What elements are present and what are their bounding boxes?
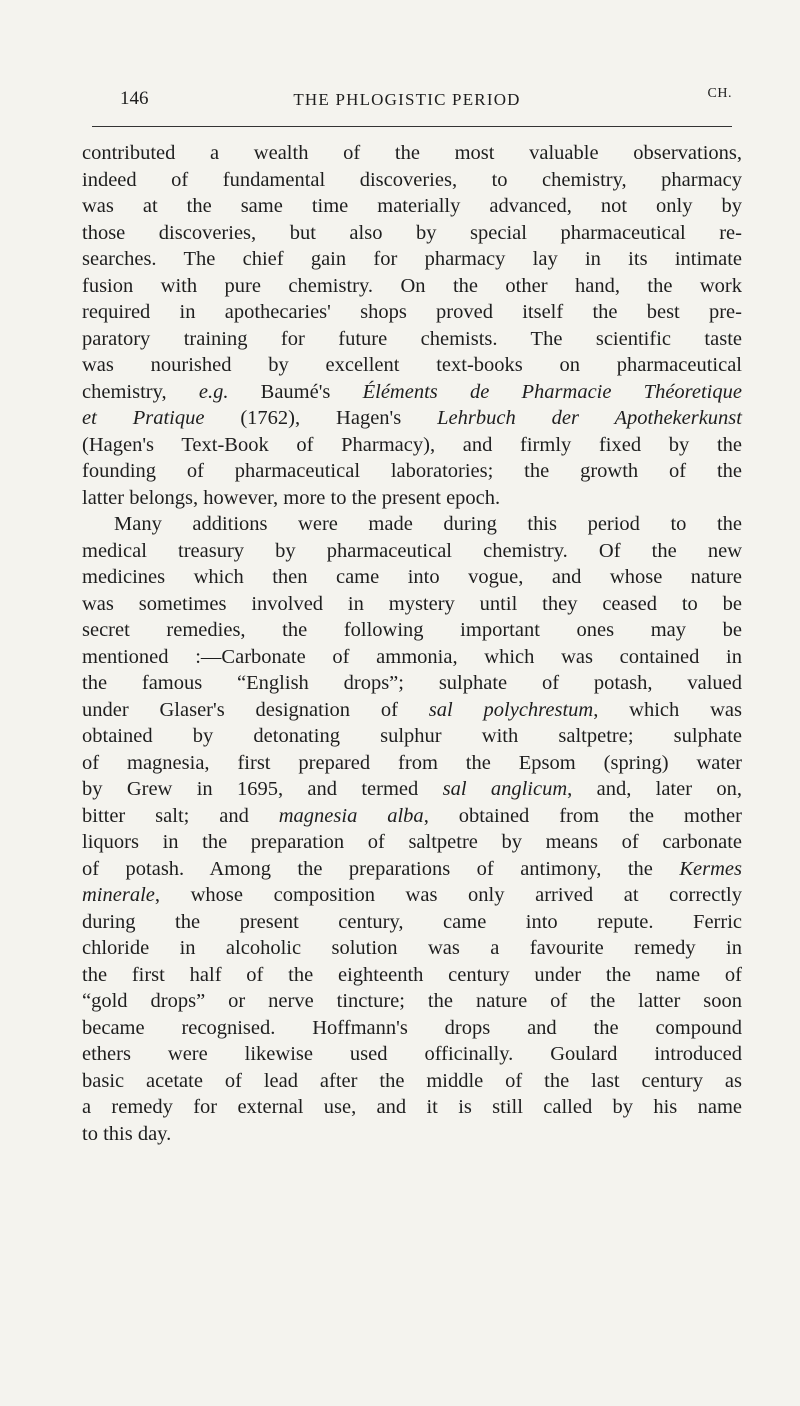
text-line: basic acetate of lead after the middle of the last century as — [82, 1069, 742, 1092]
text-line: of potash. Among the preparations of antimony, the Kermes — [82, 857, 742, 880]
text-line: paratory training for future chemists. The scientific taste — [82, 327, 742, 350]
text-line: bitter salt; and magnesia alba, obtained from the mother — [82, 804, 742, 827]
text-line: during the present century, came into repute. Ferric — [82, 910, 742, 933]
text-line: obtained by detonating sulphur with saltpetre; sulphate — [82, 725, 742, 747]
text-line: medical treasury by pharmaceutical chemistry. Of the new — [82, 539, 742, 562]
chapter-abbrev: CH. — [707, 86, 732, 101]
text-line: a remedy for external use, and it is still called by his name — [82, 1096, 742, 1118]
text-line: searches. The chief gain for pharmacy lay in its intimate — [82, 248, 742, 270]
running-head — [82, 78, 732, 118]
text-line: “gold drops” or nerve tincture; the nature of the latter soon — [82, 990, 742, 1012]
text-line: by Grew in 1695, and termed sal anglicum, and, later on, — [82, 778, 743, 800]
text-line: under Glaser's designation of sal polychrestum, which was — [82, 698, 742, 721]
text-line: was at the same time materially advanced, not only by — [82, 195, 742, 217]
text-line: ethers were likewise used officinally. Goulard introduced — [82, 1043, 742, 1065]
text-line: those discoveries, but also by special pharmaceutical re- — [82, 221, 742, 244]
text-line: contributed a wealth of the most valuable observations, — [82, 142, 742, 164]
text-line: was sometimes involved in mystery until they ceased to be — [82, 592, 742, 615]
header-rule — [92, 126, 732, 127]
text-line: became recognised. Hoffmann's drops and the compound — [82, 1016, 742, 1039]
text-line: chemistry, e.g. Baumé's Éléments de Pharmacie Théoretique — [82, 380, 742, 403]
text-line: mentioned :—Carbonate of ammonia, which was contained in — [82, 645, 742, 668]
text-line: to this day. — [82, 1122, 172, 1145]
text-line: the famous “English drops”; sulphate of potash, valued — [82, 672, 742, 694]
text-line: required in apothecaries' shops proved itself the best pre- — [82, 301, 742, 323]
text-line: indeed of fundamental discoveries, to chemistry, pharmacy — [82, 168, 742, 191]
text-line: liquors in the preparation of saltpetre by means of carbonate — [82, 831, 742, 853]
text-line: minerale, whose composition was only arrived at correctly — [82, 884, 742, 906]
text-line: secret remedies, the following important ones may be — [82, 619, 742, 641]
text-line: (Hagen's Text-Book of Pharmacy), and firmly fixed by the — [82, 433, 742, 456]
running-title: THE PHLOGISTIC PERIOD — [293, 90, 521, 109]
text-line: latter belongs, however, more to the present epoch. — [82, 486, 501, 509]
text-line: medicines which then came into vogue, and whose nature — [82, 566, 742, 588]
text-line: of magnesia, first prepared from the Epsom (spring) water — [82, 751, 742, 774]
text-line: Many additions were made during this period to the — [114, 513, 742, 535]
text-line: the first half of the eighteenth century under the name of — [82, 963, 742, 986]
body-text — [82, 140, 742, 1147]
text-line: chloride in alcoholic solution was a favourite remedy in — [82, 937, 742, 959]
text-line: was nourished by excellent text-books on pharmaceutical — [82, 354, 742, 376]
text-line: et Pratique (1762), Hagen's Lehrbuch der Apothekerkunst — [82, 407, 742, 429]
page-number: 146 — [120, 88, 149, 109]
text-line: founding of pharmaceutical laboratories; the growth of the — [82, 460, 742, 482]
text-line: fusion with pure chemistry. On the other hand, the work — [82, 274, 742, 297]
